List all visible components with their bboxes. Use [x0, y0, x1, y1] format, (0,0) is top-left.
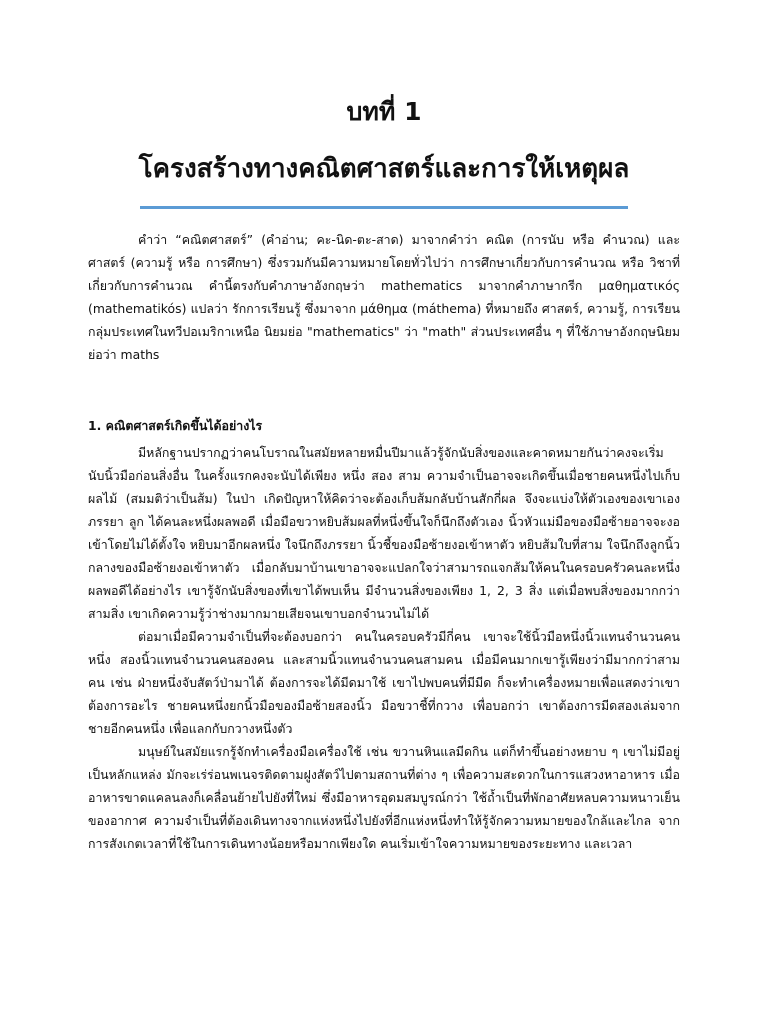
section-heading: 1. คณิตศาสตร์เกิดขึ้นได้อย่างไร: [88, 418, 263, 433]
body-paragraph: มีหลักฐานปรากฏว่าคนโบราณในสมัยหลายหมื่นปีมาแล้วรู้จักนับสิ่งของและคาดหมายกันว่าคงจะเริ่มนับนิ้วมือก่อนสิ่งอื่น ในครั้งแรกคงจะนับได้เพียง หนึ่ง สอง สาม ความจำเป็นอาจจะเกิดขึ้นเมื่อชายคนหนึ่งไปเก็บผลไม้ (สมมติว่าเป็นส้ม) ในป่า เกิดปัญหาให้คิดว่าจะต้องเก็บส้มกลับบ้านสักกี่ผล จึงจะแบ่งให้ตัวเองของเขาเอง ภรรยา ลูก ได้คนละหนึ่งผลพอดี เมื่อมือขวาหยิบส้มผลที่หนึ่งขึ้นใจก็นึกถึงตัวเอง นิ้วหัวแม่มือของมือซ้ายอาจจะงอเข้าโดยไม่ได้ตั้งใจ หยิบมาอีกผลหนึ่ง ใจนึกถึงภรรยา นิ้วชี้ของมือซ้ายงอเข้าหาตัว หยิบส้มใบที่สาม ใจนึกถึงลูกนิ้วกลางของมือซ้ายงอเข้าหาตัว เมื่อกลับมาบ้านเขาอาจจะแปลกใจว่าสามารถแจกส้มให้คนในครอบครัวคนละหนึ่งผลพอดีได้อย่างไร เขารู้จักนับสิ่งของที่เขาได้พบเห็น มีจำนวนสิ่งของเพียง 1, 2, 3 สิ่ง แต่เมื่อพบสิ่งของมากกว่าสามสิ่ง เขาเกิดความรู้ว่าช่างมากมายเสียจนเขาบอกจำนวนไม่ได้: [88, 445, 680, 621]
body-paragraph: มนุษย์ในสมัยแรกรู้จักทำเครื่องมือเครื่องใช้ เช่น ขวานหินแลมีดกิน แต่ก็ทำขึ้นอย่างหยาบ ๆ เขาไม่มีอยู่เป็นหลักแหล่ง มักจะเร่ร่อนพเนจรติดตามฝูงสัตว์ไปตามสถานที่ต่าง ๆ เพื่อความสะดวกในการแสวงหาอาหาร เมื่ออาหารขาดแคลนลงก็เคลื่อนย้ายไปยังที่ใหม่ ซึ่งมีอาหารอุดมสมบูรณ์กว่า ใช้ถ้ำเป็นที่พักอาศัยหลบความหนาวเย็นของอากาศ ความจำเป็นที่ต้องเดินทางจากแห่งหนึ่งไปยังที่อีกแห่งหนึ่งทำให้รู้จักความหมายของใกล้และไกล จากการสังเกตเวลาที่ใช้ในการเดินทางน้อยหรือมากเพียงใด คนเริ่มเข้าใจความหมายของระยะทาง และเวลา: [88, 744, 680, 851]
intro-paragraph: คำว่า “คณิตศาสตร์” (คำอ่าน; คะ-นิด-ตะ-สาด) มาจากคำว่า คณิต (การนับ หรือ คำนวณ) และ ศาสตร์ (ความรู้ หรือ การศึกษา) ซึ่งรวมกันมีความหมายโดยทั่วไปว่า การศึกษาเกี่ยวกับการคำนวณ หรือ วิชาที่เกี่ยวกับการคำนวณ คำนี้ตรงกับคำภาษาอังกฤษว่า mathematics มาจากคำภาษากรีก μαθηματικός (mathematikós) แปลว่า รักการเรียนรู้ ซึ่งมาจาก μάθημα (máthema) ที่หมายถึง ศาสตร์, ความรู้, การเรียน กลุ่มประเทศในทวีปอเมริกาเหนือ นิยมย่อ "mathematics" ว่า "math" ส่วนประเทศอื่น ๆ ที่ใช้ภาษาอังกฤษนิยมย่อว่า maths: [88, 232, 680, 362]
title-divider: [140, 206, 628, 209]
document-body: [88, 228, 680, 855]
body-paragraph: ต่อมาเมื่อมีความจำเป็นที่จะต้องบอกว่า คนในครอบครัวมีกี่คน เขาจะใช้นิ้วมือหนึ่งนิ้วแทนจำนวนคนหนึ่ง สองนิ้วแทนจำนวนคนสองคน และสามนิ้วแทนจำนวนคนสามคน เมื่อมีคนมากเขารู้เพียงว่ามีมากกว่าสามคน เช่น ฝ่ายหนึ่งจับสัตว์ป่ามาได้ ต้องการจะได้มีดมาใช้ เขาไปพบคนที่มีมีด ก็จะทำเครื่องหมายเพื่อแสดงว่าเขาต้องการอะไร ชายคนหนึ่งยกนิ้วมือของมือซ้ายสองนิ้ว มือขวาชี้ที่กวาง เพื่อบอกว่า เขาต้องการมีดสองเล่มจากชายอีกคนหนึ่ง เพื่อแลกกับกวางหนึ่งตัว: [88, 629, 680, 736]
chapter-number: บทที่ 1: [346, 97, 422, 126]
chapter-title: โครงสร้างทางคณิตศาสตร์และการให้เหตุผล: [138, 154, 630, 184]
